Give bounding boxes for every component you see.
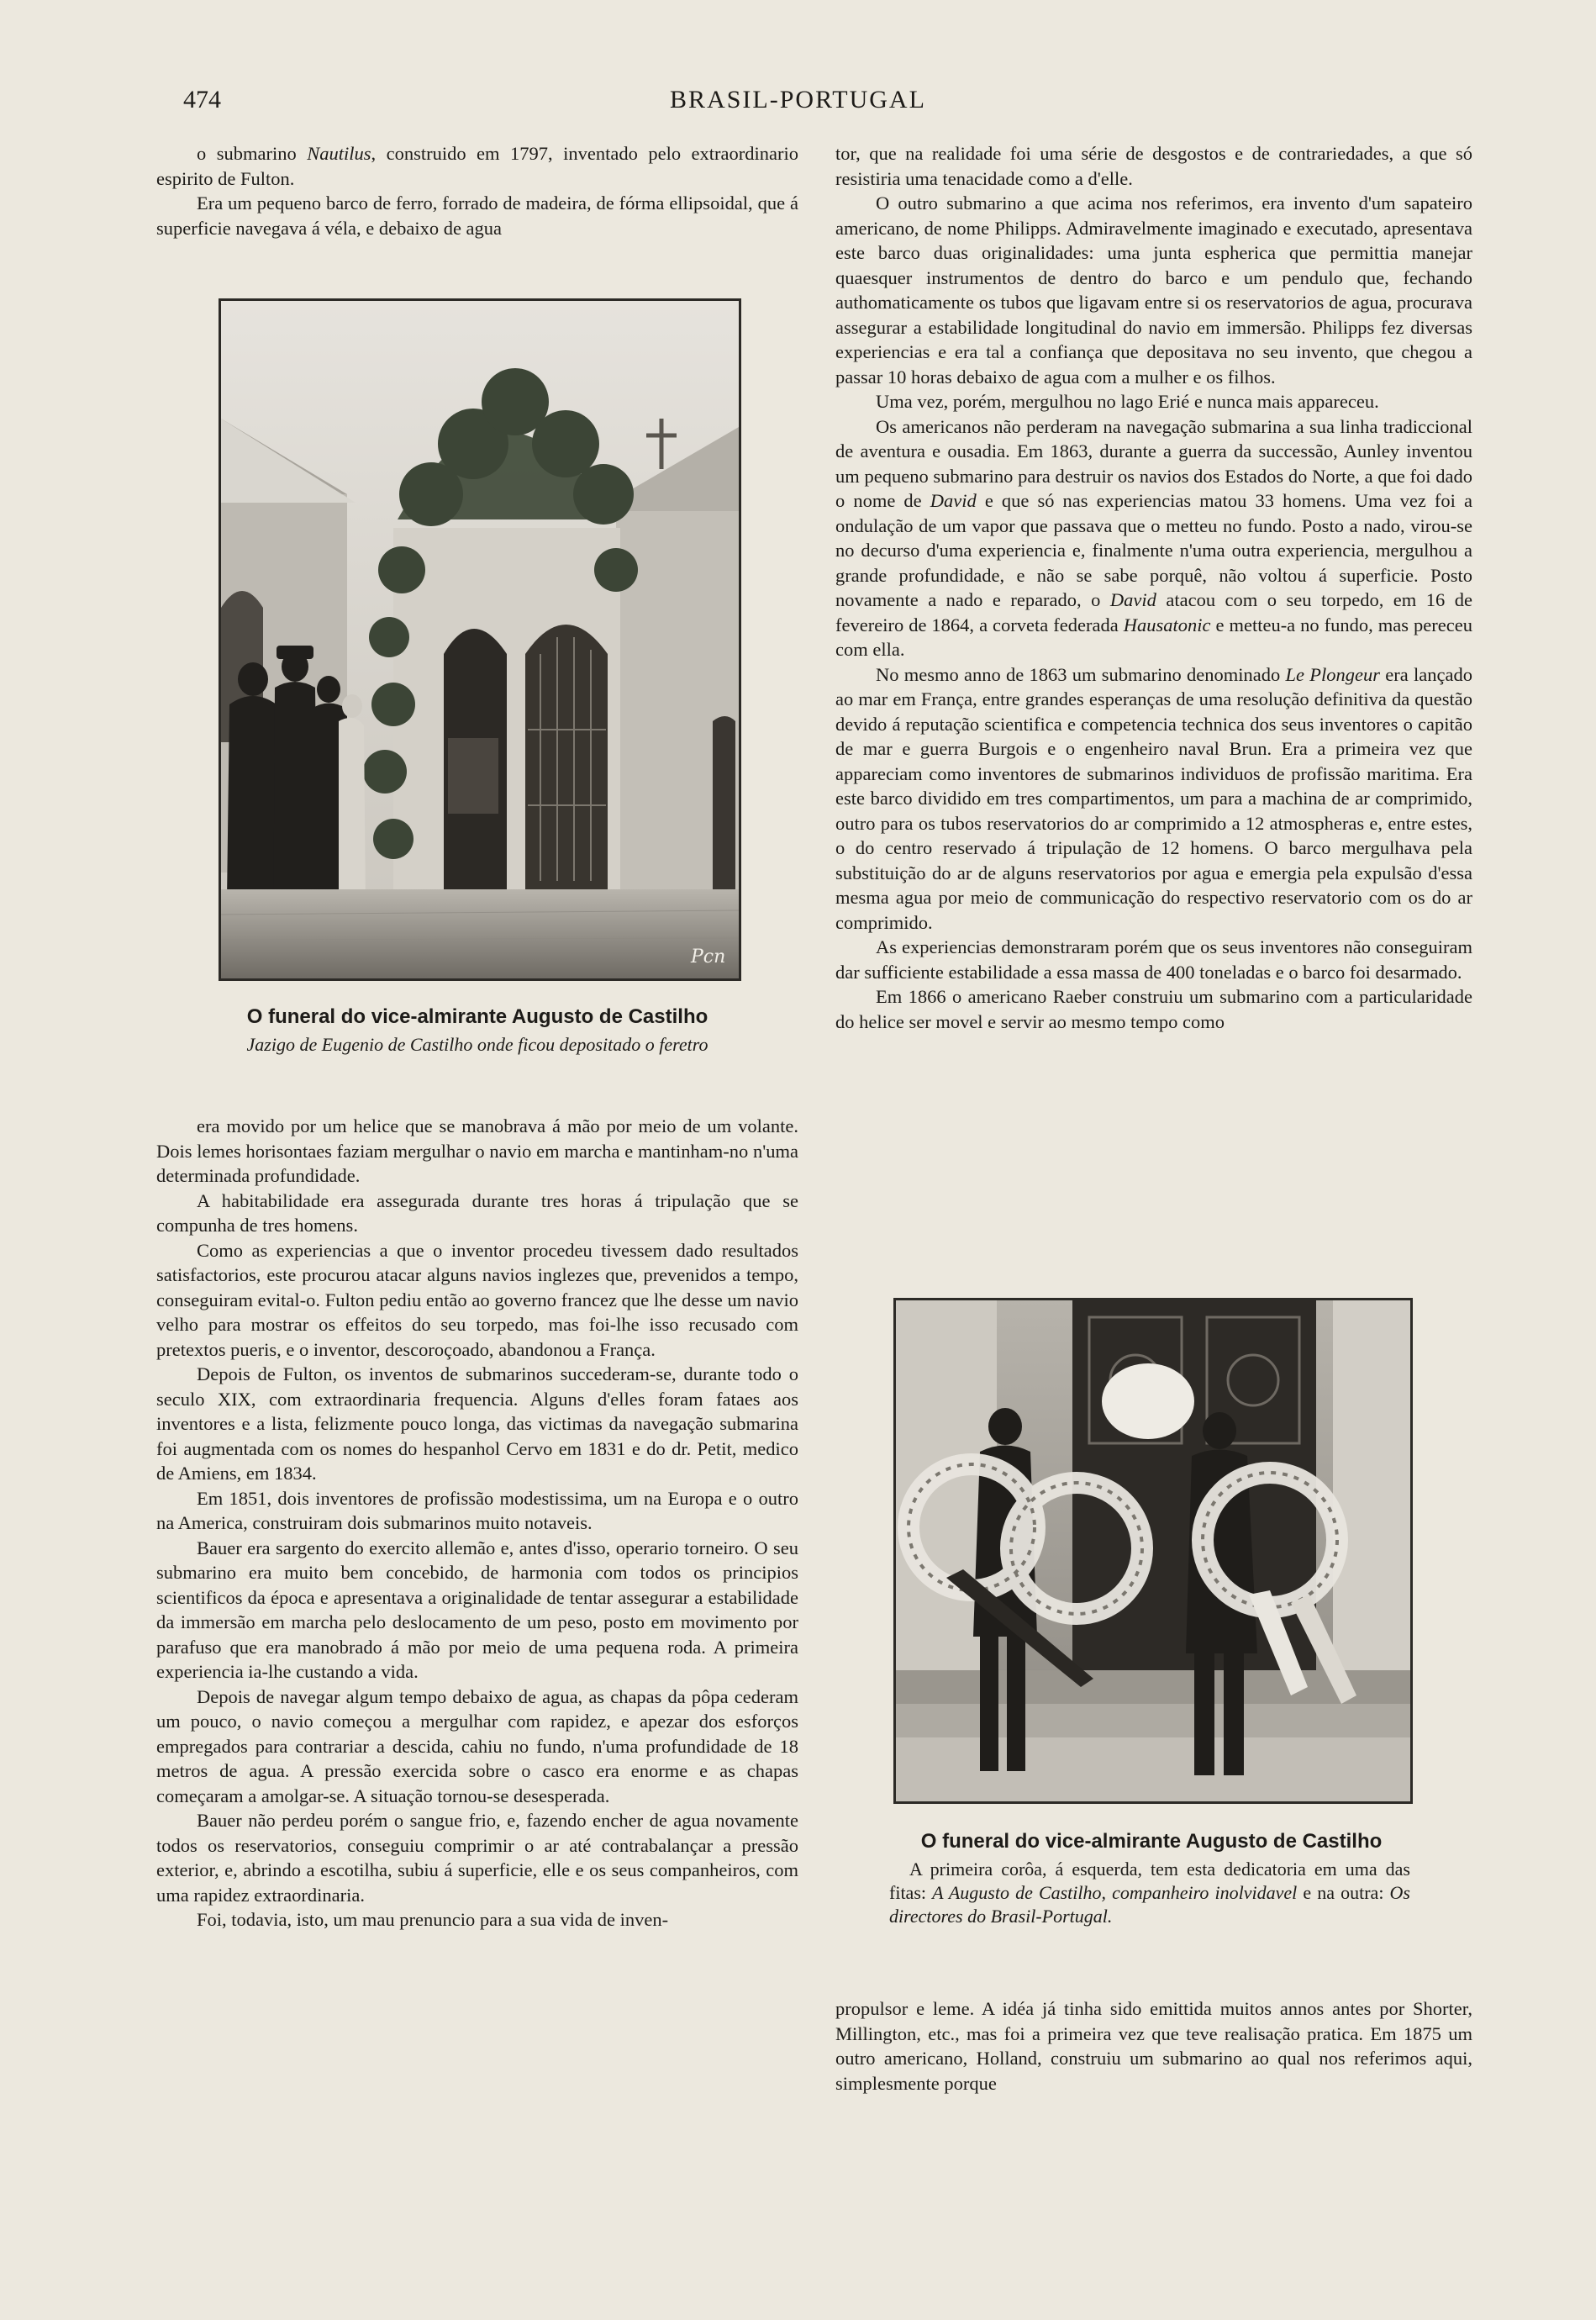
text-run: era lançado ao mar em França, entre grandes esperanças de uma resolução definitiva da questão devido á reputação scientifica e competencia technica dos seus inventores o capitão de mar e guerra Burgois e o engenheiro naval Brun. Era a primeira vez que appareciam como inventores de submarinos individuos de profissão maritima. Era este barco dividido em tres compartimentos, um para a machina de ar comprimido, outro para os tubos reservatorios do ar comprimido a 12 atmospheras e, entre estes, o do centro reservado á tripulação de 12 homens. O barco mergulhava pela substituição do ar de alguns reservatorios por agua e emergia pela expulsão d'essa mesma agua por meio de communicação do respectivo reservatorio com os do ar comprimido. — [835, 663, 1472, 933]
text-run: No mesmo anno de 1863 um submarino denominado — [876, 663, 1286, 685]
paragraph — [156, 141, 798, 191]
figure-2-caption-italic2: Os directores do Brasil-Portugal. — [889, 1882, 1410, 1927]
text-run: , construido em 1797, inventado pelo extraordinario espirito de Fulton. — [156, 143, 798, 189]
paragraph — [835, 662, 1472, 936]
text-run: e metteu-a no fundo, mas pereceu com ella. — [835, 614, 1472, 660]
text-run: propulsor e leme. A idéa já tinha sido emittida muitos annos antes por Shorter, Millington, etc., mas foi a primeira vez que teve realisação pratica. Em 1875 um outro americano, Holland, construiu um submarino ao qual nos referimos aqui, simplesmente porque — [835, 1998, 1472, 2094]
figure-2-caption-line1: A primeira corôa, á esquerda, tem esta dedicatoria em uma das fitas: — [889, 1859, 1410, 1903]
paragraph — [835, 389, 1472, 414]
paragraph — [835, 1996, 1472, 2096]
paragraph: Era um pequeno barco de ferro, forrado de madeira, de fórma ellipsoidal, que á superficie navegava á véla, e debaixo de agua — [156, 192, 798, 239]
text-run: atacou com o seu torpedo, em 16 de fevereiro de 1864, a corveta federada — [835, 589, 1472, 635]
paragraph: Bauer era sargento do exercito allemão e, antes d'isso, operario torneiro. O seu submarino era muito bem concebido, de harmonia com todos os principios scientificos da época e apresentava a originalidade de tentar assegurar a estabilidade da immersão em marcha pelo deslocamento de um peso, posto em movimento por parafuso que era manobrado á mão por meio de uma pequena roda. A primeira experiencia ia-lhe custando a vida. — [156, 1537, 798, 1682]
figure-2-caption — [889, 1858, 1410, 1928]
paragraph: Bauer não perdeu porém o sangue frio, e, fazendo encher de agua novamente todos os reservatorios, conseguiu comprimir o ar até contrabalançar a pressão exterior, e, abrindo a escotilha, subiu á superficie, elle e os seus companheiros, com uma rapidez extraordinaria. — [156, 1810, 798, 1906]
paragraph: Foi, todavia, isto, um mau prenuncio para a sua vida de inven- — [197, 1909, 669, 1930]
paragraph — [835, 984, 1472, 1034]
text-run: o submarino — [197, 143, 308, 164]
right-column-top — [835, 141, 1472, 1034]
paragraph — [835, 414, 1472, 662]
text-run: Os americanos não perderam na navegação submarina a sua linha tradiccional de aventura e ousadia. Em 1863, durante a guerra da successão, Aunley inventou um pequeno submarino para destruir os navios dos Estados do Norte, a que foi dado o nome de — [835, 415, 1472, 511]
left-column-bottom — [156, 1114, 798, 1932]
text-run: tor, que na realidade foi uma série de desgostos e de contrariedades, a que só resistiria uma tenacidade como a d'elle. — [835, 143, 1472, 189]
paragraph — [835, 191, 1472, 389]
text-run: Uma vez, porém, mergulhou no lago Erié e nunca mais appareceu. — [876, 391, 1379, 412]
figure-2-caption-italic: A Augusto de Castilho, companheiro inolvidavel — [932, 1882, 1298, 1903]
paragraph: Depois de navegar algum tempo debaixo de agua, as chapas da pôpa cederam um pouco, o navio começou a mergulhar com rapidez, e apezar dos esforços empregados para contrariar a descida, cahiu no fundo, n'uma profundidade de 18 metros de agua. A pressão exercida sobre o casco era enorme e as chapas começaram a amolgar-se. A situação tornou-se desesperada. — [156, 1685, 798, 1806]
figure-2-caption-line2: e na outra: — [1297, 1882, 1390, 1903]
text-run: e que só nas experiencias matou 33 homens. Uma vez foi a ondulação de um vapor que passava que o metteu no fundo. Posto a nado, virou-se no decurso d'uma experiencia e, finalmente n'uma outra experiencia, mergulhou a grande profundidade, e não se sabe porquê, não voltou á superficie. Posto novamente a nado e reparado, o — [835, 490, 1472, 610]
text-run: Em 1866 o americano Raeber construiu um submarino com a particularidade do helice ser movel e servir ao mesmo tempo como — [835, 986, 1472, 1032]
italic-term: Hausatonic — [1123, 614, 1211, 635]
text-run: As experiencias demonstraram porém que os seus inventores não conseguiram dar sufficiente estabilidade a essa massa de 400 toneladas e o barco foi desarmado. — [835, 936, 1472, 983]
paragraph — [835, 141, 1472, 191]
paragraph: era movido por um helice que se manobrava á mão por meio de um volante. Dois lemes horisontaes faziam mergulhar o navio em marcha e mantinham-no n'uma determinada profundidade. — [156, 1115, 798, 1186]
left-column-top — [156, 141, 798, 240]
photo-tomb — [219, 298, 741, 981]
figure-1-subtitle: Jazigo de Eugenio de Castilho onde ficou depositado o feretro — [246, 1034, 708, 1055]
figure-1-title: O funeral do vice-almirante Augusto de Castilho — [246, 1005, 708, 1028]
right-column-bottom — [835, 1996, 1472, 2096]
text-run: O outro submarino a que acima nos referimos, era invento d'um sapateiro americano, de nome Philipps. Admiravelmente imaginado e executado, apresentava este barco duas originalidades: uma junta espherica que permittia manejar quaesquer instrumentos de dentro do barco e um pendulo que, fechando authomaticamente os tubos que ligavam entre si os reservatorios de agua, procurava assegurar a estabilidade longitudinal do navio em immersão. Philipps fez diversas experiencias e era tal a confiança que depositava no seu invento, que chegou a passar 10 horas debaixo de agua com a mulher e os filhos. — [835, 192, 1472, 388]
italic-term: Nautilus — [307, 143, 371, 164]
italic-term: David — [930, 490, 977, 511]
photographer-signature: Pcn — [691, 946, 726, 968]
running-title: BRASIL-PORTUGAL — [670, 86, 926, 113]
italic-term: Le Plongeur — [1285, 663, 1381, 685]
paragraph: Como as experiencias a que o inventor procedeu tivessem dado resultados satisfactorios, este procurou atacar alguns navios inglezes que, prevenidos a tempo, conseguiram evital-o. Fulton pediu então ao governo francez que lhe desse um navio velho para mostrar os effeitos do seu torpedo, mas foi-lhe isso recusado com pretextos pueris, e o inventor, descoroçoado, abandonou a França. — [156, 1239, 798, 1360]
photo-wreaths — [893, 1298, 1413, 1804]
page-number: 474 — [183, 86, 221, 113]
figure-2-title: O funeral do vice-almirante Augusto de Castilho — [920, 1830, 1383, 1853]
paragraph: Depois de Fulton, os inventos de submarinos succederam-se, durante todo o seculo XIX, com extraordinaria frequencia. Alguns d'elles foram fataes aos inventores e a lista, felizmente pouco longa, das victimas da navegação submarina foi augmentada com os nomes do hespanhol Cervo em 1831 e do dr. Petit, medico de Amiens, em 1834. — [156, 1363, 798, 1484]
paragraph — [835, 935, 1472, 984]
paragraph: Em 1851, dois inventores de profissão modestissima, um na Europa e o outro na America, construiram dois submarinos muito notaveis. — [156, 1487, 798, 1533]
tomb-illustration — [221, 301, 739, 978]
wreaths-illustration — [896, 1300, 1410, 1801]
italic-term: David — [1109, 589, 1156, 610]
paragraph: A habitabilidade era assegurada durante tres horas á tripulação que se compunha de tres homens. — [156, 1189, 798, 1236]
